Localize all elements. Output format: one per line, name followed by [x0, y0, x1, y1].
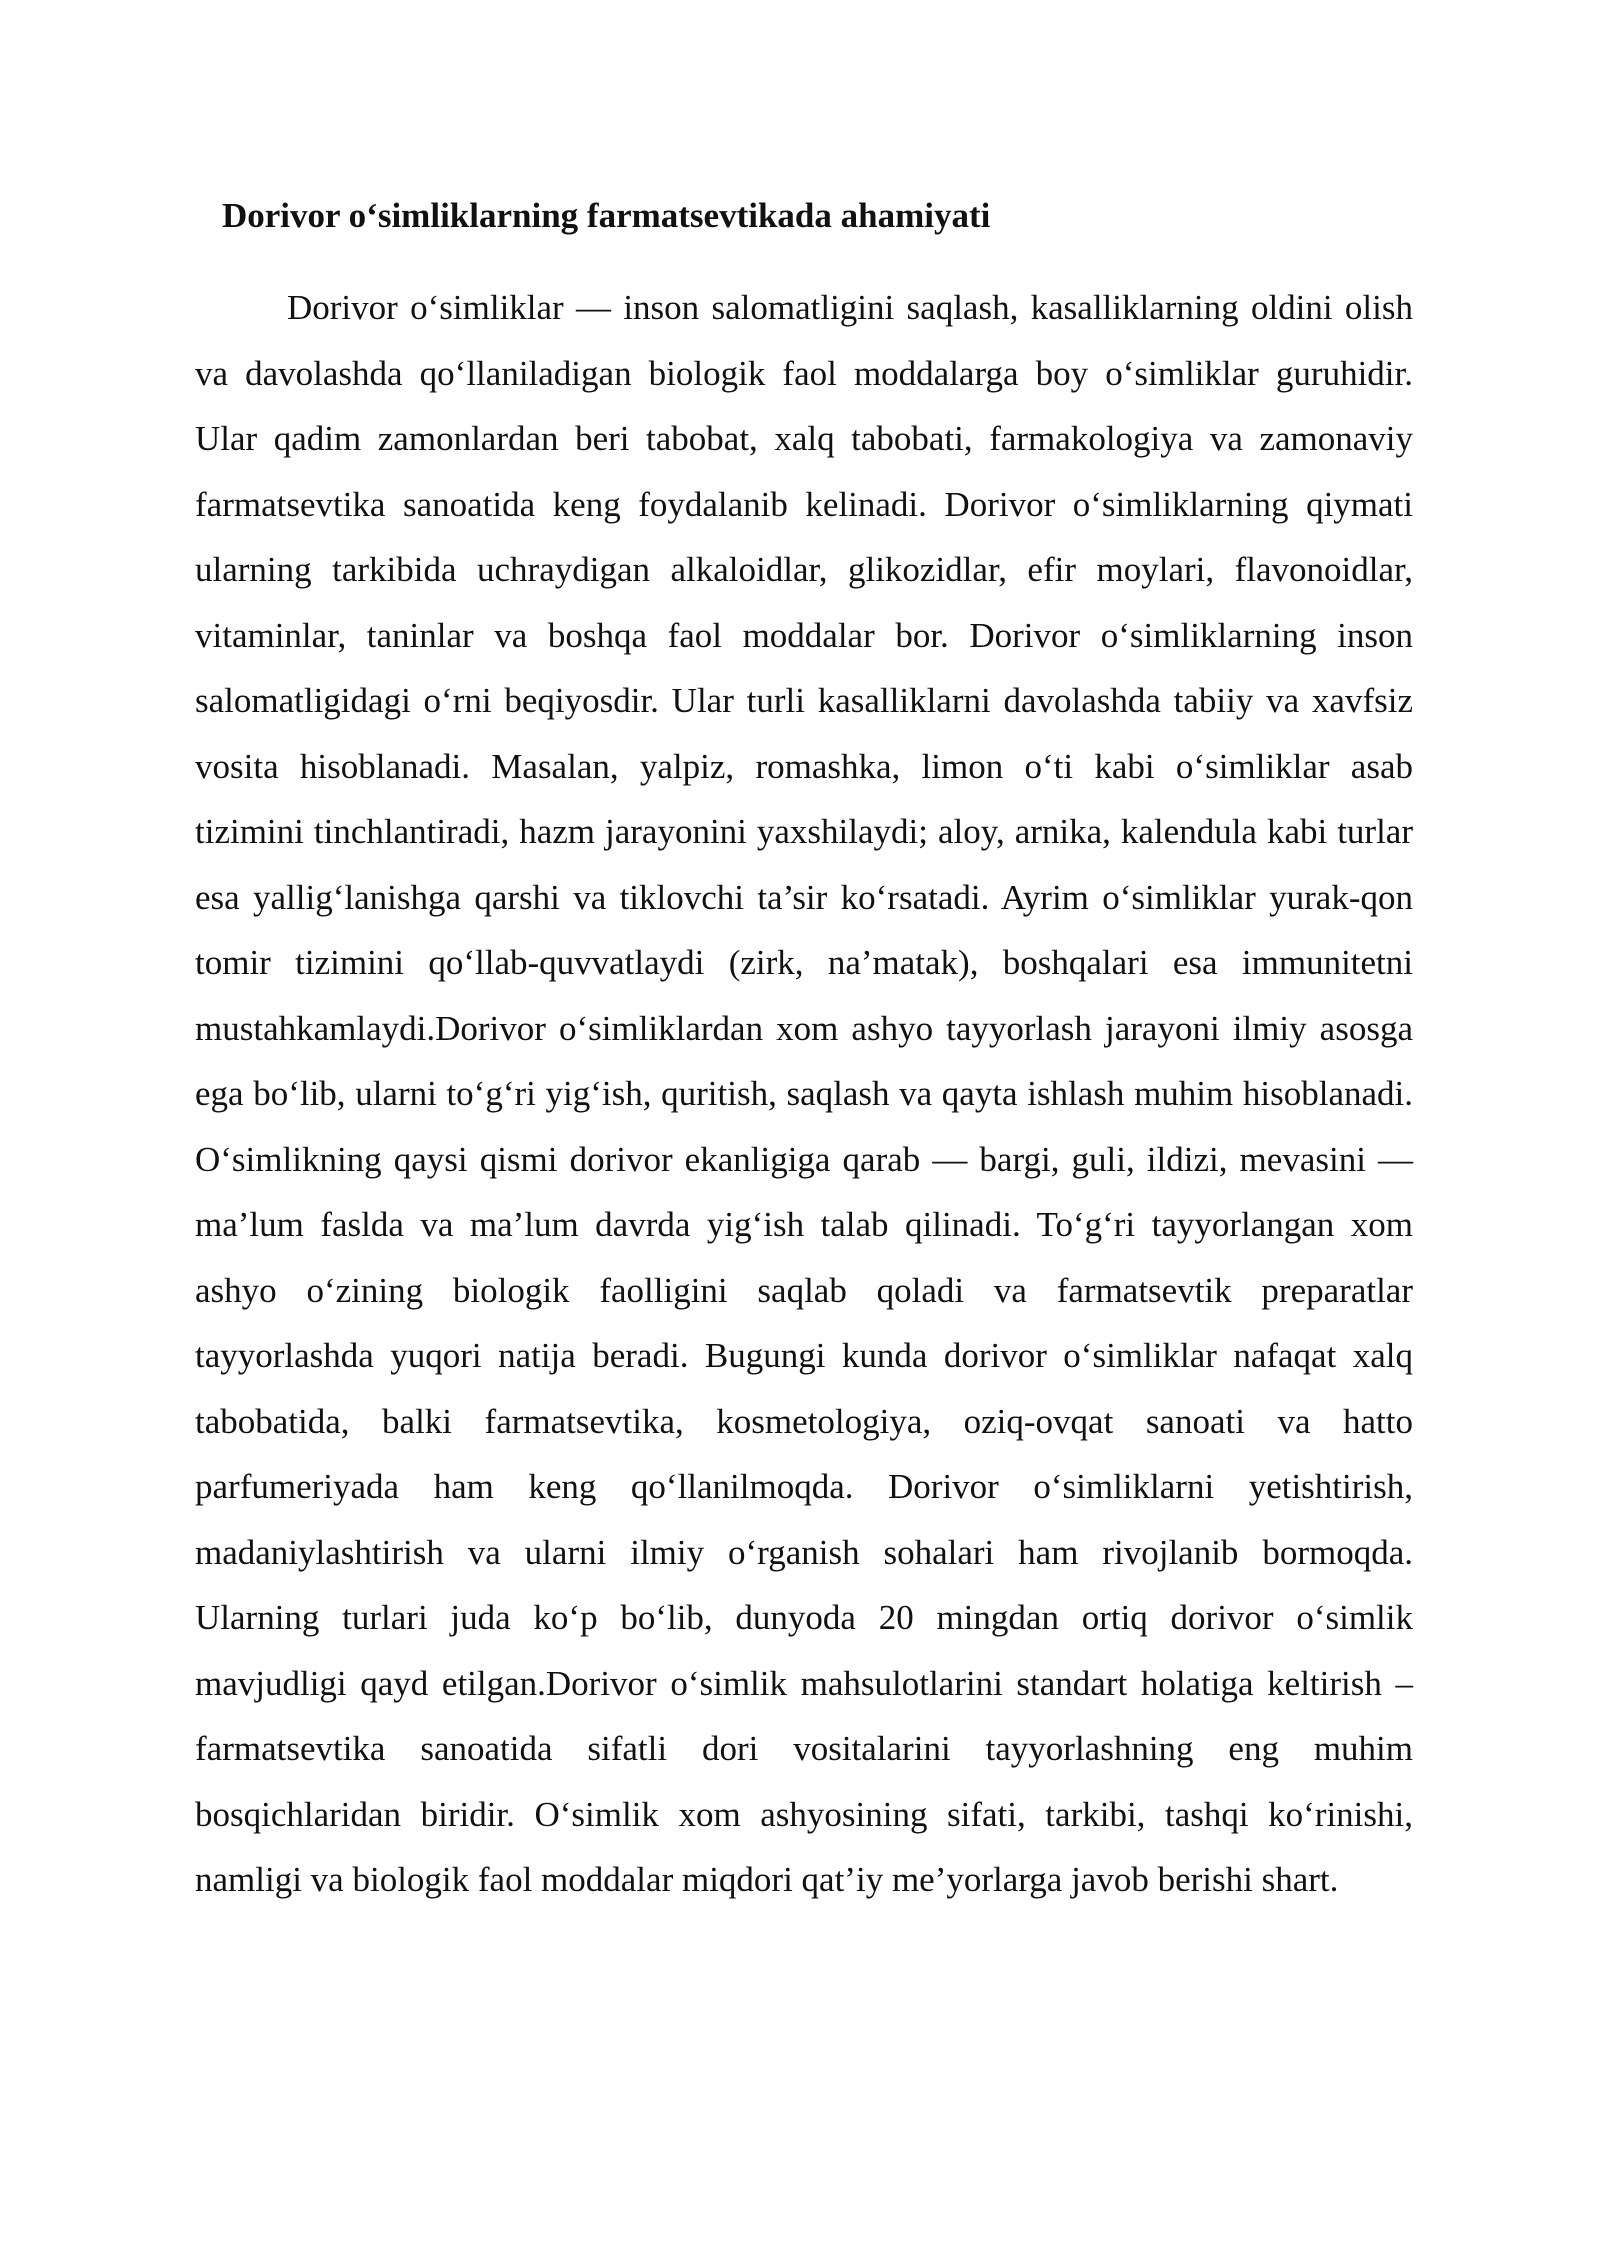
- document-body-paragraph: Dorivor o‘simliklar — inson salomatligini saqlash, kasalliklarning oldini olish va davolashda qo‘llaniladigan biologik faol moddalarga boy o‘simliklar guruhidir. Ular qadim zamonlardan beri tabobat, xalq tabobati, farmakologiya va zamonaviy farmatsevtika sanoatida keng foydalanib kelinadi. Dorivor o‘simliklarning qiymati ularning tarkibida uchraydigan alkaloidlar, glikozidlar, efir moylari, flavonoidlar, vitaminlar, taninlar va boshqa faol moddalar bor. Dorivor o‘simliklarning inson salomatligidagi o‘rni beqiyosdir. Ular turli kasalliklarni davolashda tabiiy va xavfsiz vosita hisoblanadi. Masalan, yalpiz, romashka, limon o‘ti kabi o‘simliklar asab tizimini tinchlantiradi, hazm jarayonini yaxshilaydi; aloy, arnika, kalendula kabi turlar esa yallig‘lanishga qarshi va tiklovchi ta’sir ko‘rsatadi. Ayrim o‘simliklar yurak-qon tomir tizimini qo‘llab-quvvatlaydi (zirk, na’matak), boshqalari esa immunitetni mustahkamlaydi.Dorivor o‘simliklardan xom ashyo tayyorlash jarayoni ilmiy asosga ega bo‘lib, ularni to‘g‘ri yig‘ish, quritish, saqlash va qayta ishlash muhim hisoblanadi. O‘simlikning qaysi qismi dorivor ekanligiga qarab — bargi, guli, ildizi, mevasini — ma’lum faslda va ma’lum davrda yig‘ish talab qilinadi. To‘g‘ri tayyorlangan xom ashyo o‘zining biologik faolligini saqlab qoladi va farmatsevtik preparatlar tayyorlashda yuqori natija beradi. Bugungi kunda dorivor o‘simliklar nafaqat xalq tabobatida, balki farmatsevtika, kosmetologiya, oziq-ovqat sanoati va hatto parfumeriyada ham keng qo‘llanilmoqda. Dorivor o‘simliklarni yetishtirish, madaniylashtirish va ularni ilmiy o‘rganish sohalari ham rivojlanib bormoqda. Ularning turlari juda ko‘p bo‘lib, dunyoda 20 mingdan ortiq dorivor o‘simlik mavjudligi qayd etilgan.Dorivor o‘simlik mahsulotlarini standart holatiga keltirish – farmatsevtika sanoatida sifatli dori vositalarini tayyorlashning eng muhim bosqichlaridan biridir. O‘simlik xom ashyosining sifati, tarkibi, tashqi ko‘rinishi, namligi va biologik faol moddalar miqdori qat’iy me’yorlarga javob berishi shart.: [195, 288, 1413, 1899]
- document-title: Dorivor o‘simliklarning farmatsevtikada ahamiyati: [222, 196, 991, 235]
